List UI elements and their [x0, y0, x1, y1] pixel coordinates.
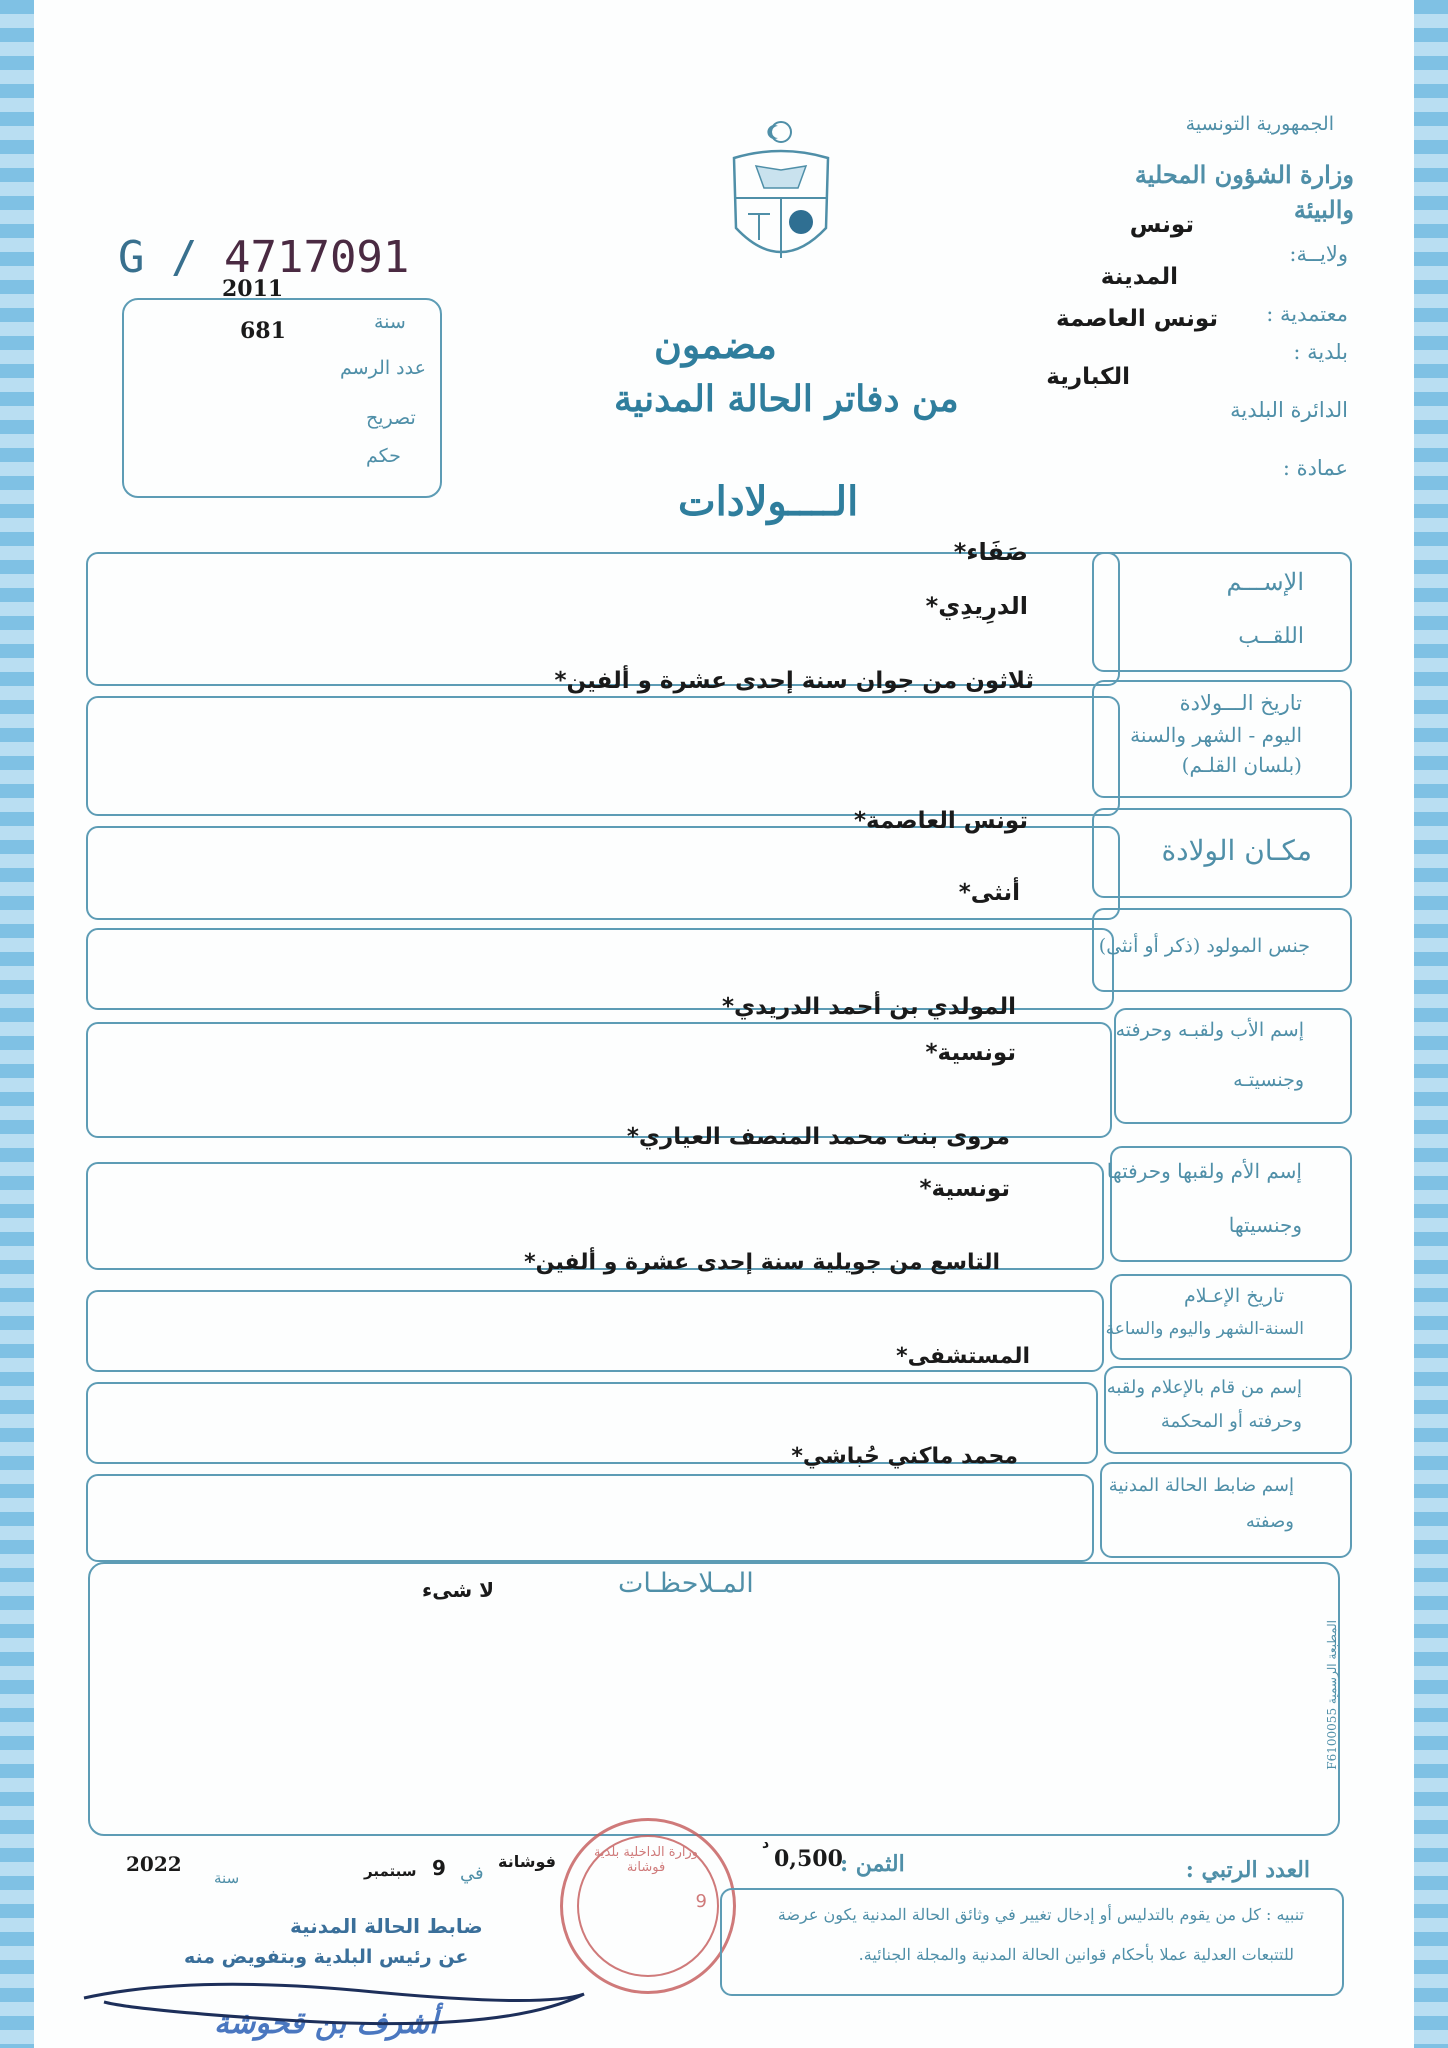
wilaya-label: ولايــة: [1289, 242, 1348, 266]
section-title: الــــولادات [678, 478, 859, 525]
year-label: سنة [214, 1869, 240, 1887]
officer-title: ضابط الحالة المدنية [290, 1914, 483, 1938]
seal-number: 9 [695, 1891, 707, 1912]
declaration-date-label: تاريخ الإعـلام [1184, 1285, 1284, 1307]
serial-digits: 4717091 [223, 232, 410, 283]
name-value: صَفَاء* [953, 538, 1028, 566]
mootamadia-label: معتمدية : [1266, 302, 1348, 326]
daira-label: الدائرة البلدية [1230, 398, 1348, 422]
price-unit: د [762, 1836, 770, 1852]
seal-text: وزارة الداخلية بلدية فوشانة [593, 1845, 699, 1875]
document-sheet [34, 0, 1414, 2048]
republic-label: الجمهورية التونسية [1185, 113, 1334, 135]
record-year-label: سنة [374, 311, 406, 333]
declaration-date-value: التاسع من جويلية سنة إحدى عشرة و ألفين* [524, 1250, 1000, 1275]
mootamadia-value: المدينة [1100, 264, 1178, 290]
field-row-officer [86, 1474, 1094, 1562]
price-label: الثمن : [840, 1851, 905, 1877]
place-value: فوشانة [498, 1852, 556, 1871]
field-label-box-name [1092, 552, 1352, 672]
record-declaration-label: تصريح [366, 407, 416, 429]
record-number-label: عدد الرسم [340, 357, 426, 379]
sex-value: أنثى* [958, 880, 1020, 906]
birth-place-value: تونس العاصمة* [854, 808, 1028, 834]
declarant-label: إسم من قام بالإعلام ولقبه [1106, 1377, 1302, 1398]
father-value: المولدي بن أحمد الدريدي* [722, 994, 1016, 1020]
father-nationality-value: تونسية* [925, 1040, 1016, 1066]
remarks-label: المـلاحظـات [618, 1568, 754, 1599]
daira-value: الكبارية [1046, 364, 1130, 390]
price-value: 0,500 [774, 1846, 843, 1872]
declaration-date-sublabel: السنة-الشهر واليوم والساعة [1105, 1319, 1304, 1339]
officer-value: محمد ماكني حُباشي* [791, 1444, 1018, 1469]
year-value: 2022 [126, 1852, 182, 1876]
notice-line1: تنبيه : كل من يقوم بالتدليس أو إدخال تغيير في وثائق الحالة المدنية يكون عرضة [777, 1905, 1304, 1924]
serial-order-label: العدد الرتبي : [1185, 1857, 1310, 1883]
title-line1: مضمون [654, 322, 777, 367]
day-value: 9 [432, 1856, 446, 1880]
mother-value: مروى بنت محمد المنصف العياري* [626, 1124, 1010, 1150]
imada-label: عمادة : [1282, 456, 1348, 480]
record-number-value: 681 [240, 318, 286, 344]
remarks-value: لا شىء [422, 1578, 494, 1602]
surname-value: الدرِيدِي* [925, 592, 1028, 620]
title-line2: من دفاتر الحالة المدنية [614, 378, 959, 420]
officer-sublabel: وصفته [1245, 1511, 1294, 1532]
printer-side-text: المطبعة الرسمية F6100055 [1325, 1620, 1339, 1770]
mother-label: إسم الأم ولقبها وحرفتها [1106, 1159, 1302, 1183]
birth-date-note: (بلسان القلـم) [1181, 753, 1302, 777]
field-row-birth-date [86, 696, 1120, 816]
record-year-value: 2011 [222, 276, 284, 302]
signature-scribble-icon [74, 1968, 594, 2038]
record-judgment-label: حكم [366, 445, 401, 467]
sex-label: جنس المولود (ذكر أو أنثى) [1098, 935, 1310, 957]
name-label: الإســـم [1226, 568, 1304, 596]
tunisia-coat-of-arms-icon [726, 118, 836, 278]
wilaya-value: تونس [1129, 212, 1194, 238]
birth-date-value: ثلاثون من جوان سنة إحدى عشرة و ألفين* [554, 668, 1034, 694]
birth-place-label: مكـان الولادة [1161, 834, 1312, 867]
officer-delegation: عن رئيس البلدية وبتفويض منه [184, 1946, 469, 1968]
mother-nationality-label: وجنسيتها [1228, 1213, 1302, 1237]
declarant-value: المستشفى* [896, 1344, 1030, 1369]
mother-nationality-value: تونسية* [919, 1176, 1010, 1202]
signer-name: أشرف بن قحوشة [214, 2006, 438, 2041]
officer-label: إسم ضابط الحالة المدنية [1108, 1475, 1294, 1496]
baladia-value: تونس العاصمة [1056, 306, 1218, 332]
date-in-label: في [460, 1863, 484, 1884]
remarks-box [88, 1562, 1340, 1836]
notice-line2: للتتبعات العدلية عملا بأحكام قوانين الحالة المدنية والمجلة الجنائية. [858, 1945, 1294, 1964]
ministry-label: وزارة الشؤون المحلية والبيئة [1134, 160, 1354, 224]
father-label: إسم الأب ولقبـه وحرفته [1115, 1019, 1304, 1041]
birth-date-sublabel: اليوم - الشهر والسنة [1130, 723, 1302, 747]
birth-date-label: تاريخ الـــولادة [1179, 691, 1302, 715]
surname-label: اللقــب [1238, 624, 1304, 649]
serial-prefix: G / [118, 232, 198, 283]
father-nationality-label: وجنسيتـه [1233, 1069, 1304, 1091]
declarant-sublabel: وحرفته أو المحكمة [1160, 1411, 1302, 1432]
baladia-label: بلدية : [1293, 340, 1348, 364]
month-value: سبتمبر [364, 1862, 417, 1880]
